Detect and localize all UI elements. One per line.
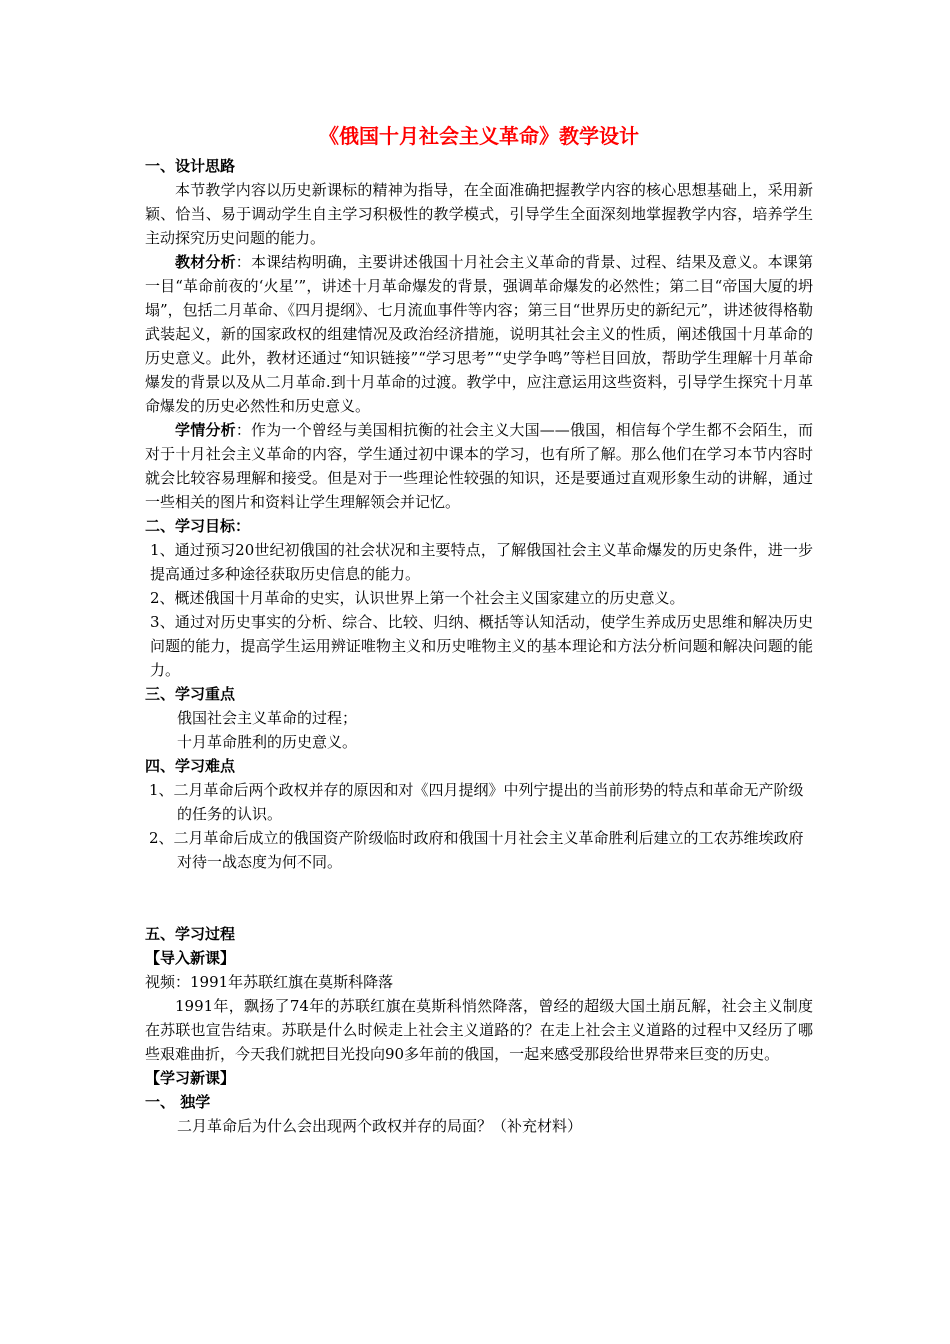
video-line: 视频：1991年苏联红旗在莫斯科降落: [145, 973, 394, 991]
goal-item: 2、概述俄国十月革命的史实，认识世界上第一个社会主义国家建立的历史意义。: [150, 589, 685, 607]
section-heading-key-points: 三、学习重点: [145, 685, 236, 703]
goal-item: 3、通过对历史事实的分析、综合、比较、归纳、概括等认知活动，使学生养成历史思维和解决历史问题的能力，提高学生运用辨证唯物主义和历史唯物主义的基本理论和方法分析问题和解决问题的能力。: [150, 613, 813, 679]
difficulty-item: 1、二月革命后两个政权并存的原因和对《四月提纲》中列宁提出的当前形势的特点和革命无产阶级的任务的认识。: [149, 781, 804, 823]
intro-paragraph: 1991年，飘扬了74年的苏联红旗在莫斯科悄然降落，曾经的超级大国土崩瓦解，社会主义制度在苏联也宣告结束。苏联是什么时候走上社会主义道路的？在走上社会主义道路的过程中又经历了哪些艰难曲折，今天我们就把目光投向90多年前的俄国，一起来感受那段给世界带来巨变的历史。: [145, 997, 813, 1063]
student-analysis-label: 学情分析: [175, 421, 236, 439]
intro-lesson-heading: 【导入新课】: [145, 949, 236, 967]
section-heading-difficulties: 四、学习难点: [145, 757, 236, 775]
design-intro-paragraph: 本节教学内容以历史新课标的精神为指导，在全面准确把握教学内容的核心思想基础上，采用新颖、恰当、易于调动学生自主学习积极性的教学模式，引导学生全面深刻地掌握教学内容，培养学生主动探究历史问题的能力。: [145, 181, 813, 247]
question-line: 二月革命后为什么会出现两个政权并存的局面？（补充材料）: [177, 1117, 583, 1135]
section-heading-goals: 二、学习目标：: [145, 517, 251, 535]
textbook-analysis-text: ：本课结构明确，主要讲述俄国十月社会主义革命的背景、过程、结果及意义。本课第一目“革命前夜的‘火星’”，讲述十月革命爆发的背景，强调革命爆发的必然性；第二目“帝国大厦的坍塌”，包括二月革命、《四月提纲》、七月流血事件等内容；第三目“世界历史的新纪元”，讲述彼得格勒武装起义，新的国家政权的组建情况及政治经济措施，说明其社会主义的性质，阐述俄国十月革命的历史意义。此外，教材还通过“知识链接”“学习思考”“史学争鸣”等栏目回放，帮助学生理解十月革命爆发的背景以及从二月革命.到十月革命的过渡。教学中，应注意运用这些资料，引导学生探究十月革命爆发的历史必然性和历史意义。: [145, 253, 814, 415]
section-heading-process: 五、学习过程: [145, 925, 236, 943]
goal-item: 1、通过预习20世纪初俄国的社会状况和主要特点，了解俄国社会主义革命爆发的历史条件，进一步提高通过多种途径获取历史信息的能力。: [150, 541, 813, 583]
self-study-heading: 一、 独学: [145, 1093, 211, 1111]
document-title: 《俄国十月社会主义革命》教学设计: [319, 124, 639, 148]
textbook-analysis-paragraph: [145, 250, 813, 418]
blank-spacer: [145, 874, 813, 922]
student-analysis-paragraph: [145, 418, 813, 514]
document-page: [145, 118, 813, 1138]
key-point-item: 俄国社会主义革命的过程；: [177, 709, 358, 727]
difficulty-item: 2、二月革命后成立的俄国资产阶级临时政府和俄国十月社会主义革命胜利后建立的工农苏维埃政府对待一战态度为何不同。: [149, 829, 804, 871]
section-heading-design: 一、设计思路: [145, 157, 236, 175]
key-point-item: 十月革命胜利的历史意义。: [177, 733, 358, 751]
textbook-analysis-label: 教材分析: [175, 253, 236, 271]
student-analysis-text: ：作为一个曾经与美国相抗衡的社会主义大国——俄国，相信每个学生都不会陌生，而对于十月社会主义革命的内容，学生通过初中课本的学习，也有所了解。那么他们在学习本节内容时就会比较容易理解和接受。但是对于一些理论性较强的知识，还是要通过直观形象生动的讲解，通过一些相关的图片和资料让学生理解领会并记忆。: [145, 421, 813, 511]
new-lesson-heading: 【学习新课】: [145, 1069, 236, 1087]
